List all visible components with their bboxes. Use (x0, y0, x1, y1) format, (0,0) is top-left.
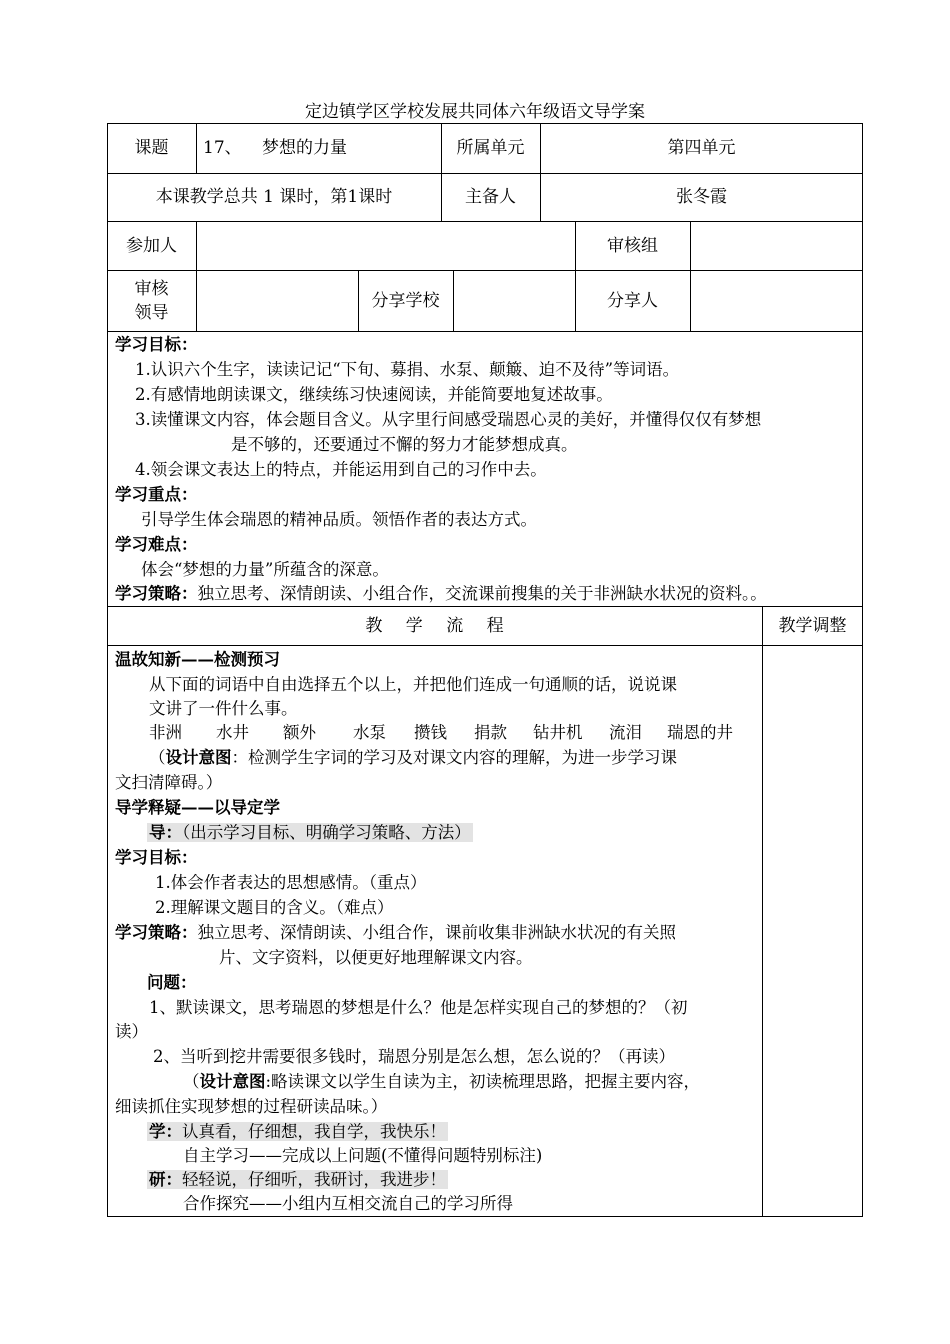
design-intent-1-cont: 文扫清障碍。） (115, 773, 223, 792)
strategy-text: 独立思考、深情朗读、小组合作，交流课前搜集的关于非洲缺水状况的资料。。 (197, 584, 767, 603)
objectives-heading: 学习目标： (115, 335, 198, 354)
review-group-label: 审核组 (607, 235, 658, 256)
review-heading: 温故知新——检测预习 (115, 650, 280, 669)
review-text-2: 文讲了一件什么事。 (149, 699, 298, 718)
word: 瑞恩的井 (667, 723, 733, 742)
key-points-heading: 学习重点： (115, 485, 198, 504)
lesson-label: 课题 (134, 138, 169, 158)
review-leader-label (107, 270, 196, 331)
flow-header: 教 学 流 程 (365, 615, 504, 636)
col-divider (690, 221, 691, 331)
research-line (147, 1168, 448, 1192)
word: 钻井机 (533, 723, 583, 742)
process-objective-1: 1.体会作者表达的思想感情。（重点） (155, 873, 427, 892)
word: 非洲 (149, 723, 182, 742)
row-divider (107, 331, 863, 332)
process-strategy-heading: 学习策略： (115, 923, 198, 942)
objective-1: 1.认识六个生字，读读记记“下旬、募捐、水泵、颠簸、迫不及待”等词语。 (135, 360, 680, 379)
review-leader-line2: 领导 (134, 302, 169, 323)
sharer-label: 分享人 (607, 290, 658, 311)
word: 水井 (216, 723, 249, 742)
cooperation: 合作探究——小组内互相交流自己的学习所得 (183, 1194, 513, 1213)
row-divider (107, 270, 863, 271)
row-divider (107, 221, 863, 222)
row-divider (107, 645, 863, 646)
objective-3-continued: 是不够的，还要通过不懈的努力才能梦想成真。 (231, 435, 578, 454)
guide-highlight: 导：（出示学习目标、明确学习策略、方法） (149, 823, 471, 842)
col-divider (196, 123, 197, 173)
word: 水泵 (353, 723, 386, 742)
learn-highlight: 学：认真看，仔细想，我自学，我快乐！ (149, 1122, 446, 1141)
document-title: 定边镇学区学校发展共同体六年级语文导学案 (305, 102, 645, 122)
design-intent-2-label: 设计意图 (199, 1072, 266, 1091)
hours-text: 本课教学总共 1 课时，第1课时 (155, 187, 393, 207)
research-highlight: 研：轻轻说，仔细听，我研讨，我进步！ (149, 1170, 446, 1189)
design-intent-label: 设计意图 (165, 748, 232, 767)
process-strategy-cont: 片、文字资料，以便更好地理解课文内容。 (219, 948, 533, 967)
process-objectives-heading: 学习目标： (115, 848, 198, 867)
difficulties-heading: 学习难点： (115, 535, 198, 554)
review-text-1: 从下面的词语中自由选择五个以上，并把他们连成一句通顺的话，说说课 (149, 675, 677, 694)
objective-4: 4.领会课文表达上的特点，并能运用到自己的习作中去。 (135, 460, 547, 479)
question-2: 2、当听到挖井需要很多钱时，瑞恩分别是怎么想，怎么说的？（再读） (153, 1047, 675, 1066)
process-objective-2: 2.理解课文题目的含义。（难点） (155, 898, 394, 917)
question-1-cont: 读） (115, 1022, 148, 1041)
design-intent-2: （设计意图:略读课文以学生自读为主，初读梳理思路，把握主要内容， (183, 1072, 701, 1091)
lesson-name: 梦想的力量 (262, 138, 347, 158)
design-intent-1: （设计意图：检测学生字词的学习及对课文内容的理解，为进一步学习课 (149, 748, 677, 767)
preparer-value: 张冬霞 (676, 187, 727, 207)
strategy-line (115, 582, 767, 606)
review-leader-line1: 审核 (134, 278, 169, 299)
col-divider (762, 606, 763, 1217)
guide-line (147, 821, 473, 845)
col-divider (196, 221, 197, 331)
preparer-label: 主备人 (465, 187, 516, 207)
objective-2: 2.有感情地朗读课文，继续练习快速阅读，并能简要地复述故事。 (135, 385, 613, 404)
col-divider (453, 270, 454, 331)
self-study: 自主学习——完成以上问题(不懂得问题特别标注) (183, 1146, 543, 1165)
guide-heading: 导学释疑——以导定学 (115, 798, 280, 817)
strategy-heading: 学习策略： (115, 584, 198, 603)
word: 流泪 (609, 723, 642, 742)
word: 额外 (283, 723, 316, 742)
unit-label: 所属单元 (456, 138, 525, 158)
learn-line (147, 1120, 448, 1144)
lesson-number: 17、 (203, 138, 242, 158)
key-points-text: 引导学生体会瑞恩的精神品质。领悟作者的表达方式。 (141, 510, 537, 529)
word: 捐款 (474, 723, 507, 742)
difficulties-text: 体会“梦想的力量”所蕴含的深意。 (141, 560, 389, 579)
design-intent-2-cont: 细读抓住实现梦想的过程研读品味。） (115, 1097, 388, 1116)
process-strategy-line: 学习策略：独立思考、深情朗读、小组合作，课前收集非洲缺水状况的有关照 (115, 923, 676, 942)
question-1: 1、默读课文，思考瑞恩的梦想是什么？他是怎样实现自己的梦想的？（初 (149, 998, 688, 1017)
question-heading: 问题： (147, 973, 197, 992)
participants-label: 参加人 (126, 235, 177, 256)
adjust-header: 教学调整 (778, 615, 847, 636)
word: 攒钱 (414, 723, 447, 742)
objective-3: 3.读懂课文内容，体会题目含义。从字里行间感受瑞恩心灵的美好，并懂得仅仅有梦想 (135, 410, 762, 429)
unit-value: 第四单元 (667, 138, 736, 158)
share-school-label: 分享学校 (371, 290, 440, 311)
